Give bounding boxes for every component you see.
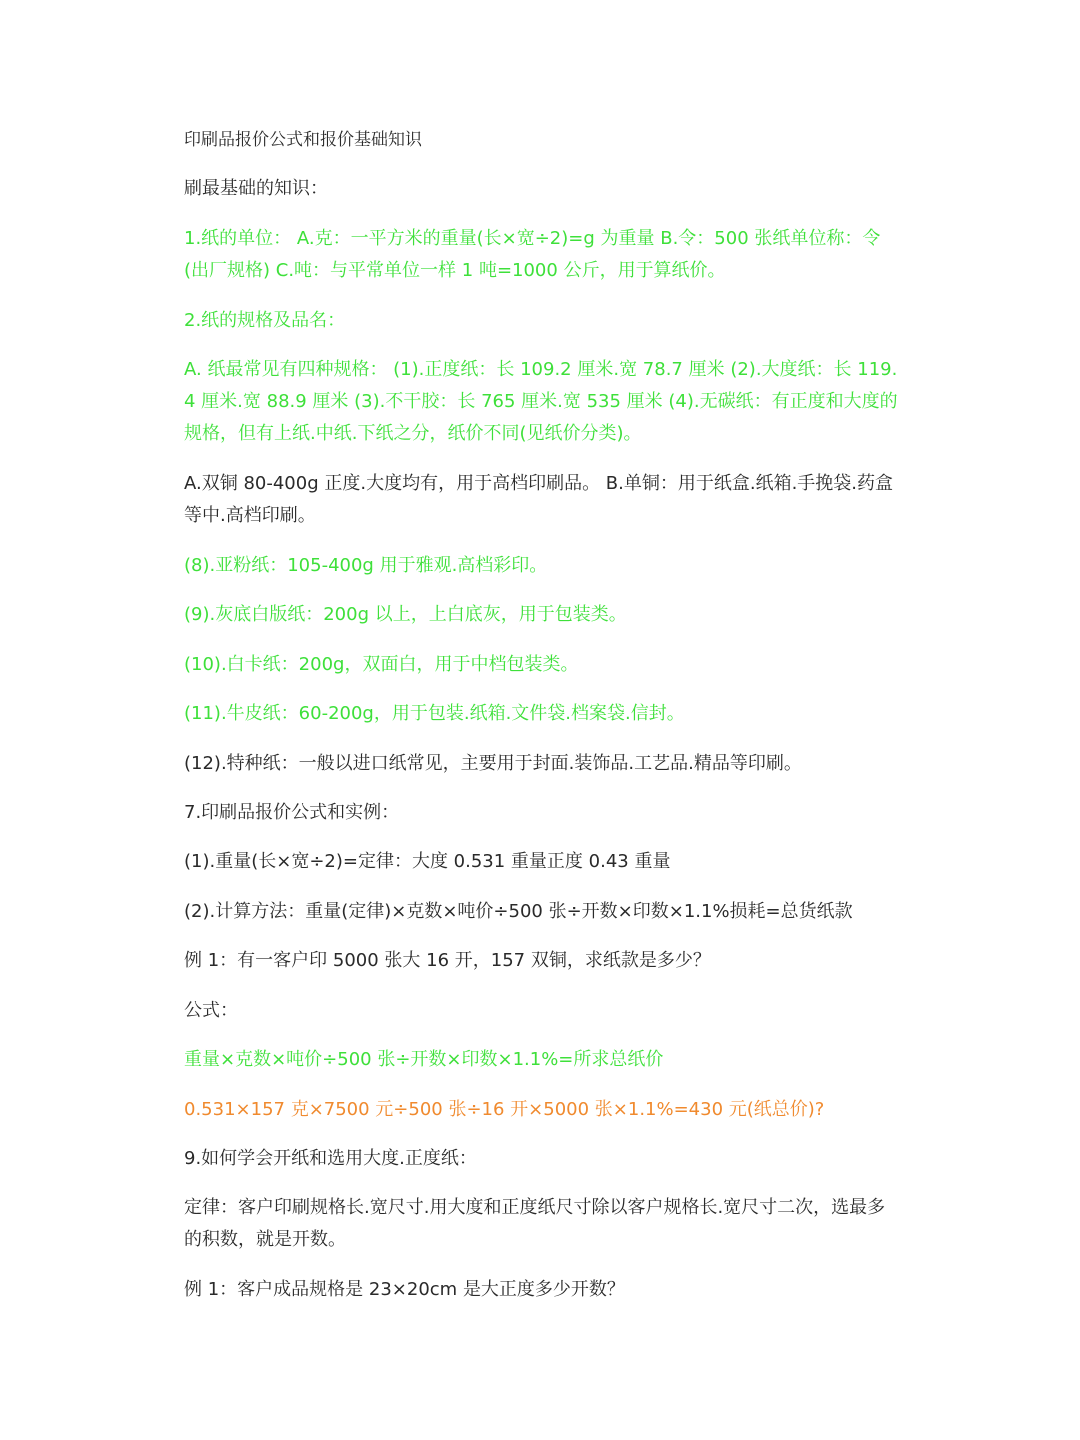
paragraph-formula-example: 0.531×157 克×7500 元÷500 张÷16 开×5000 张×1.1%=430 元(纸总价)? — [184, 1099, 825, 1120]
document-title: 印刷品报价公式和报价基础知识 — [184, 130, 422, 150]
paragraph-cutting-example: 例 1：客户成品规格是 23×20cm 是大正度多少开数？ — [184, 1279, 625, 1300]
paragraph-coated-paper: A.双铜 80-400g 正度.大度均有，用于高档印刷品。 B.单铜：用于纸盒.纸箱.手挽袋.药盒等中.高档印刷。 — [184, 473, 894, 526]
paragraph-weight-rule: (1).重量(长×宽÷2)=定律：大度 0.531 重量正度 0.43 重量 — [184, 851, 671, 872]
paragraph-formula: 重量×克数×吨价÷500 张÷开数×印数×1.1%=所求总纸价 — [184, 1049, 664, 1070]
paragraph-basics-heading: 刷最基础的知识： — [184, 178, 328, 199]
paragraph-cutting-heading: 9.如何学会开纸和选用大度.正度纸： — [184, 1148, 477, 1169]
paragraph-white-card: (10).白卡纸：200g，双面白，用于中档包装类。 — [184, 654, 579, 675]
paragraph-quote-formula-heading: 7.印刷品报价公式和实例： — [184, 802, 400, 823]
paragraph-paper-units: 1.纸的单位： A.克：一平方米的重量(长×宽÷2)=g 为重量 B.令：500 张纸单位称：令(出厂规格) C.吨：与平常单位一样 1 吨=1000 公斤，用于算纸价。 — [184, 228, 881, 281]
paragraph-formula-label: 公式： — [184, 1000, 238, 1021]
paragraph-paper-specs-heading: 2.纸的规格及品名： — [184, 310, 346, 331]
paragraph-example-1: 例 1：有一客户印 5000 张大 16 开，157 双铜，求纸款是多少？ — [184, 950, 711, 971]
paragraph-matte-paper: (8).亚粉纸：105-400g 用于雅观.高档彩印。 — [184, 555, 548, 576]
paragraph-cutting-rule: 定律：客户印刷规格长.宽尺寸.用大度和正度纸尺寸除以客户规格长.宽尺寸二次，选最多的积数，就是开数。 — [184, 1197, 886, 1250]
paragraph-kraft-paper: (11).牛皮纸：60-200g，用于包装.纸箱.文件袋.档案袋.信封。 — [184, 703, 685, 724]
paragraph-paper-sizes: A. 纸最常见有四种规格： (1).正度纸：长 109.2 厘米.宽 78.7 厘米 (2).大度纸：长 119.4 厘米.宽 88.9 厘米 (3).不干胶：长 765 厘米.宽 535 厘米 (4).无碳纸：有正度和大度的规格，但有上纸.中纸.下纸之分，纸价不同(见纸价分类)。 — [184, 359, 898, 444]
paragraph-grey-board: (9).灰底白版纸：200g 以上，上白底灰，用于包装类。 — [184, 604, 627, 625]
paragraph-special-paper: (12).特种纸：一般以进口纸常见，主要用于封面.装饰品.工艺品.精品等印刷。 — [184, 753, 802, 774]
paragraph-calc-method: (2).计算方法：重量(定律)×克数×吨价÷500 张÷开数×印数×1.1%损耗=总货纸款 — [184, 901, 853, 922]
